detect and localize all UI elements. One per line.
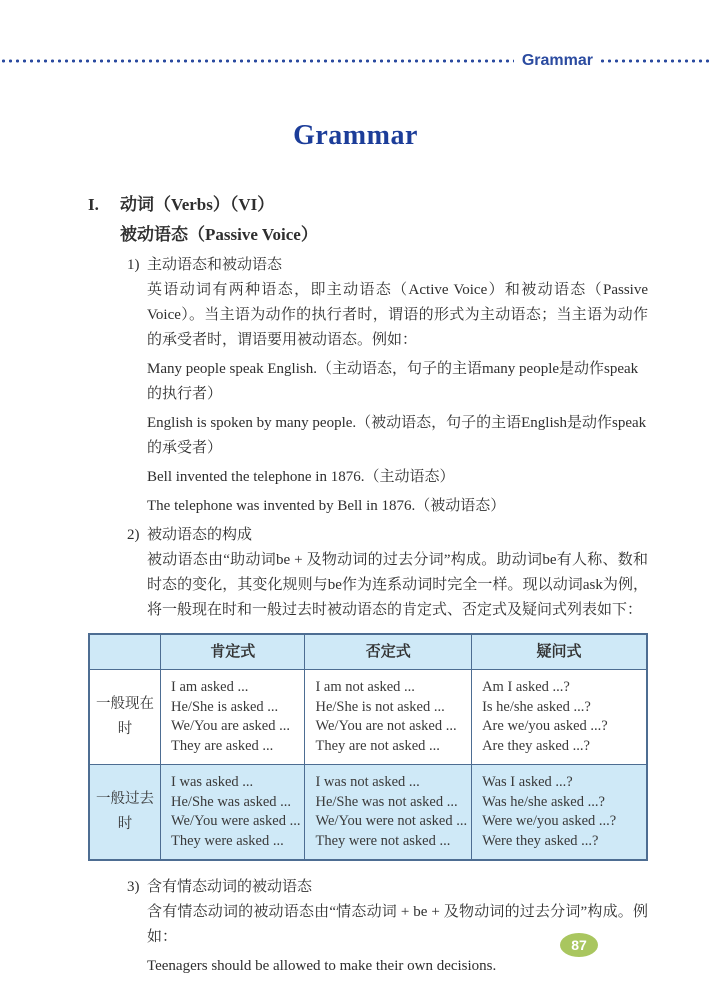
item-1-marker: 1) [127,257,140,273]
dotted-rule-right [599,58,711,64]
cell-present-negative: I am not asked ... He/She is not asked ... We/You are not asked ... They are not asked ... [305,670,472,765]
item-1-heading: 主动语态和被动语态 [147,257,283,273]
item-1-heading-row [127,253,648,278]
example-sentence: Teenagers should be allowed to make their own decisions. [147,958,497,974]
page-number-badge [560,933,598,957]
table-header-blank [89,634,161,670]
item-2-heading-row [127,523,648,548]
passive-voice-subheading: 被动语态（Passive Voice） [120,225,318,244]
page-title: Grammar [293,120,418,151]
item-3-heading-row [127,875,648,900]
paragraph: 英语动词有两种语态，即主动语态（Active Voice）和被动语态（Passive Voice）。当主语为动作的执行者时，谓语的形式为主动语态；当主语为动作的承受者时，谓语要用被动语态。例如： [147,282,648,348]
paragraph: 被动语态由“助动词be + 及物动词的过去分词”构成。助动词be有人称、数和时态的变化，其变化规则与be作为连系动词时完全一样。现以动词ask为例，将一般现在时和一般过去时被动语态的肯定式、否定式及疑问式列表如下： [147,552,648,618]
item-2-heading: 被动语态的构成 [147,527,253,543]
section-heading: 动词（Verbs）（VI） [120,195,275,214]
row-label-present: 一般现在时 [89,670,161,765]
item-2-marker: 2) [127,527,140,543]
cell-present-affirmative: I am asked ... He/She is asked ... We/You are asked ... They are asked ... [161,670,305,765]
example-sentence: Bell invented the telephone in 1876.（主动语态） [147,469,455,485]
section-heading-row [88,192,648,218]
cell-past-interrogative: Was I asked ...? Was he/she asked ...? Were we/you asked ...? Were they asked ...? [472,765,647,861]
section-numeral: I. [88,195,99,214]
table-header-negative: 否定式 [305,634,472,670]
table-header-interrogative: 疑问式 [472,634,647,670]
row-label-past: 一般过去时 [89,765,161,861]
page-header-rule [0,52,711,69]
header-grammar-label: Grammar [521,52,593,69]
example-sentence: Many people speak English.（主动语态，句子的主语many people是动作speak的执行者） [147,361,639,402]
page-content [88,192,648,983]
paragraph: 含有情态动词的被动语态由“情态动词 + be + 及物动词的过去分词”构成。例如： [147,904,648,945]
item-3-marker: 3) [127,879,140,895]
dotted-rule-left [0,58,514,64]
item-1-body [147,278,648,519]
cell-past-affirmative: I was asked ... He/She was asked ... We/You were asked ... They were asked ... [161,765,305,861]
passive-voice-table [88,633,648,861]
item-2-body [147,548,648,623]
passive-voice-table-wrapper [88,633,648,861]
page-number: 87 [571,937,587,953]
cell-past-negative: I was not asked ... He/She was not asked ... We/You were not asked ... They were not asked ... [305,765,472,861]
table-row-past [89,765,647,861]
table-header-row [89,634,647,670]
table-header-affirmative: 肯定式 [161,634,305,670]
item-3-heading: 含有情态动词的被动语态 [147,879,313,895]
example-sentence: English is spoken by many people.（被动语态，句子的主语English是动作speak的承受者） [147,415,647,456]
cell-present-interrogative: Am I asked ...? Is he/she asked ...? Are we/you asked ...? Are they asked ...? [472,670,647,765]
table-row-present [89,670,647,765]
example-sentence: The telephone was invented by Bell in 1876.（被动语态） [147,498,506,514]
